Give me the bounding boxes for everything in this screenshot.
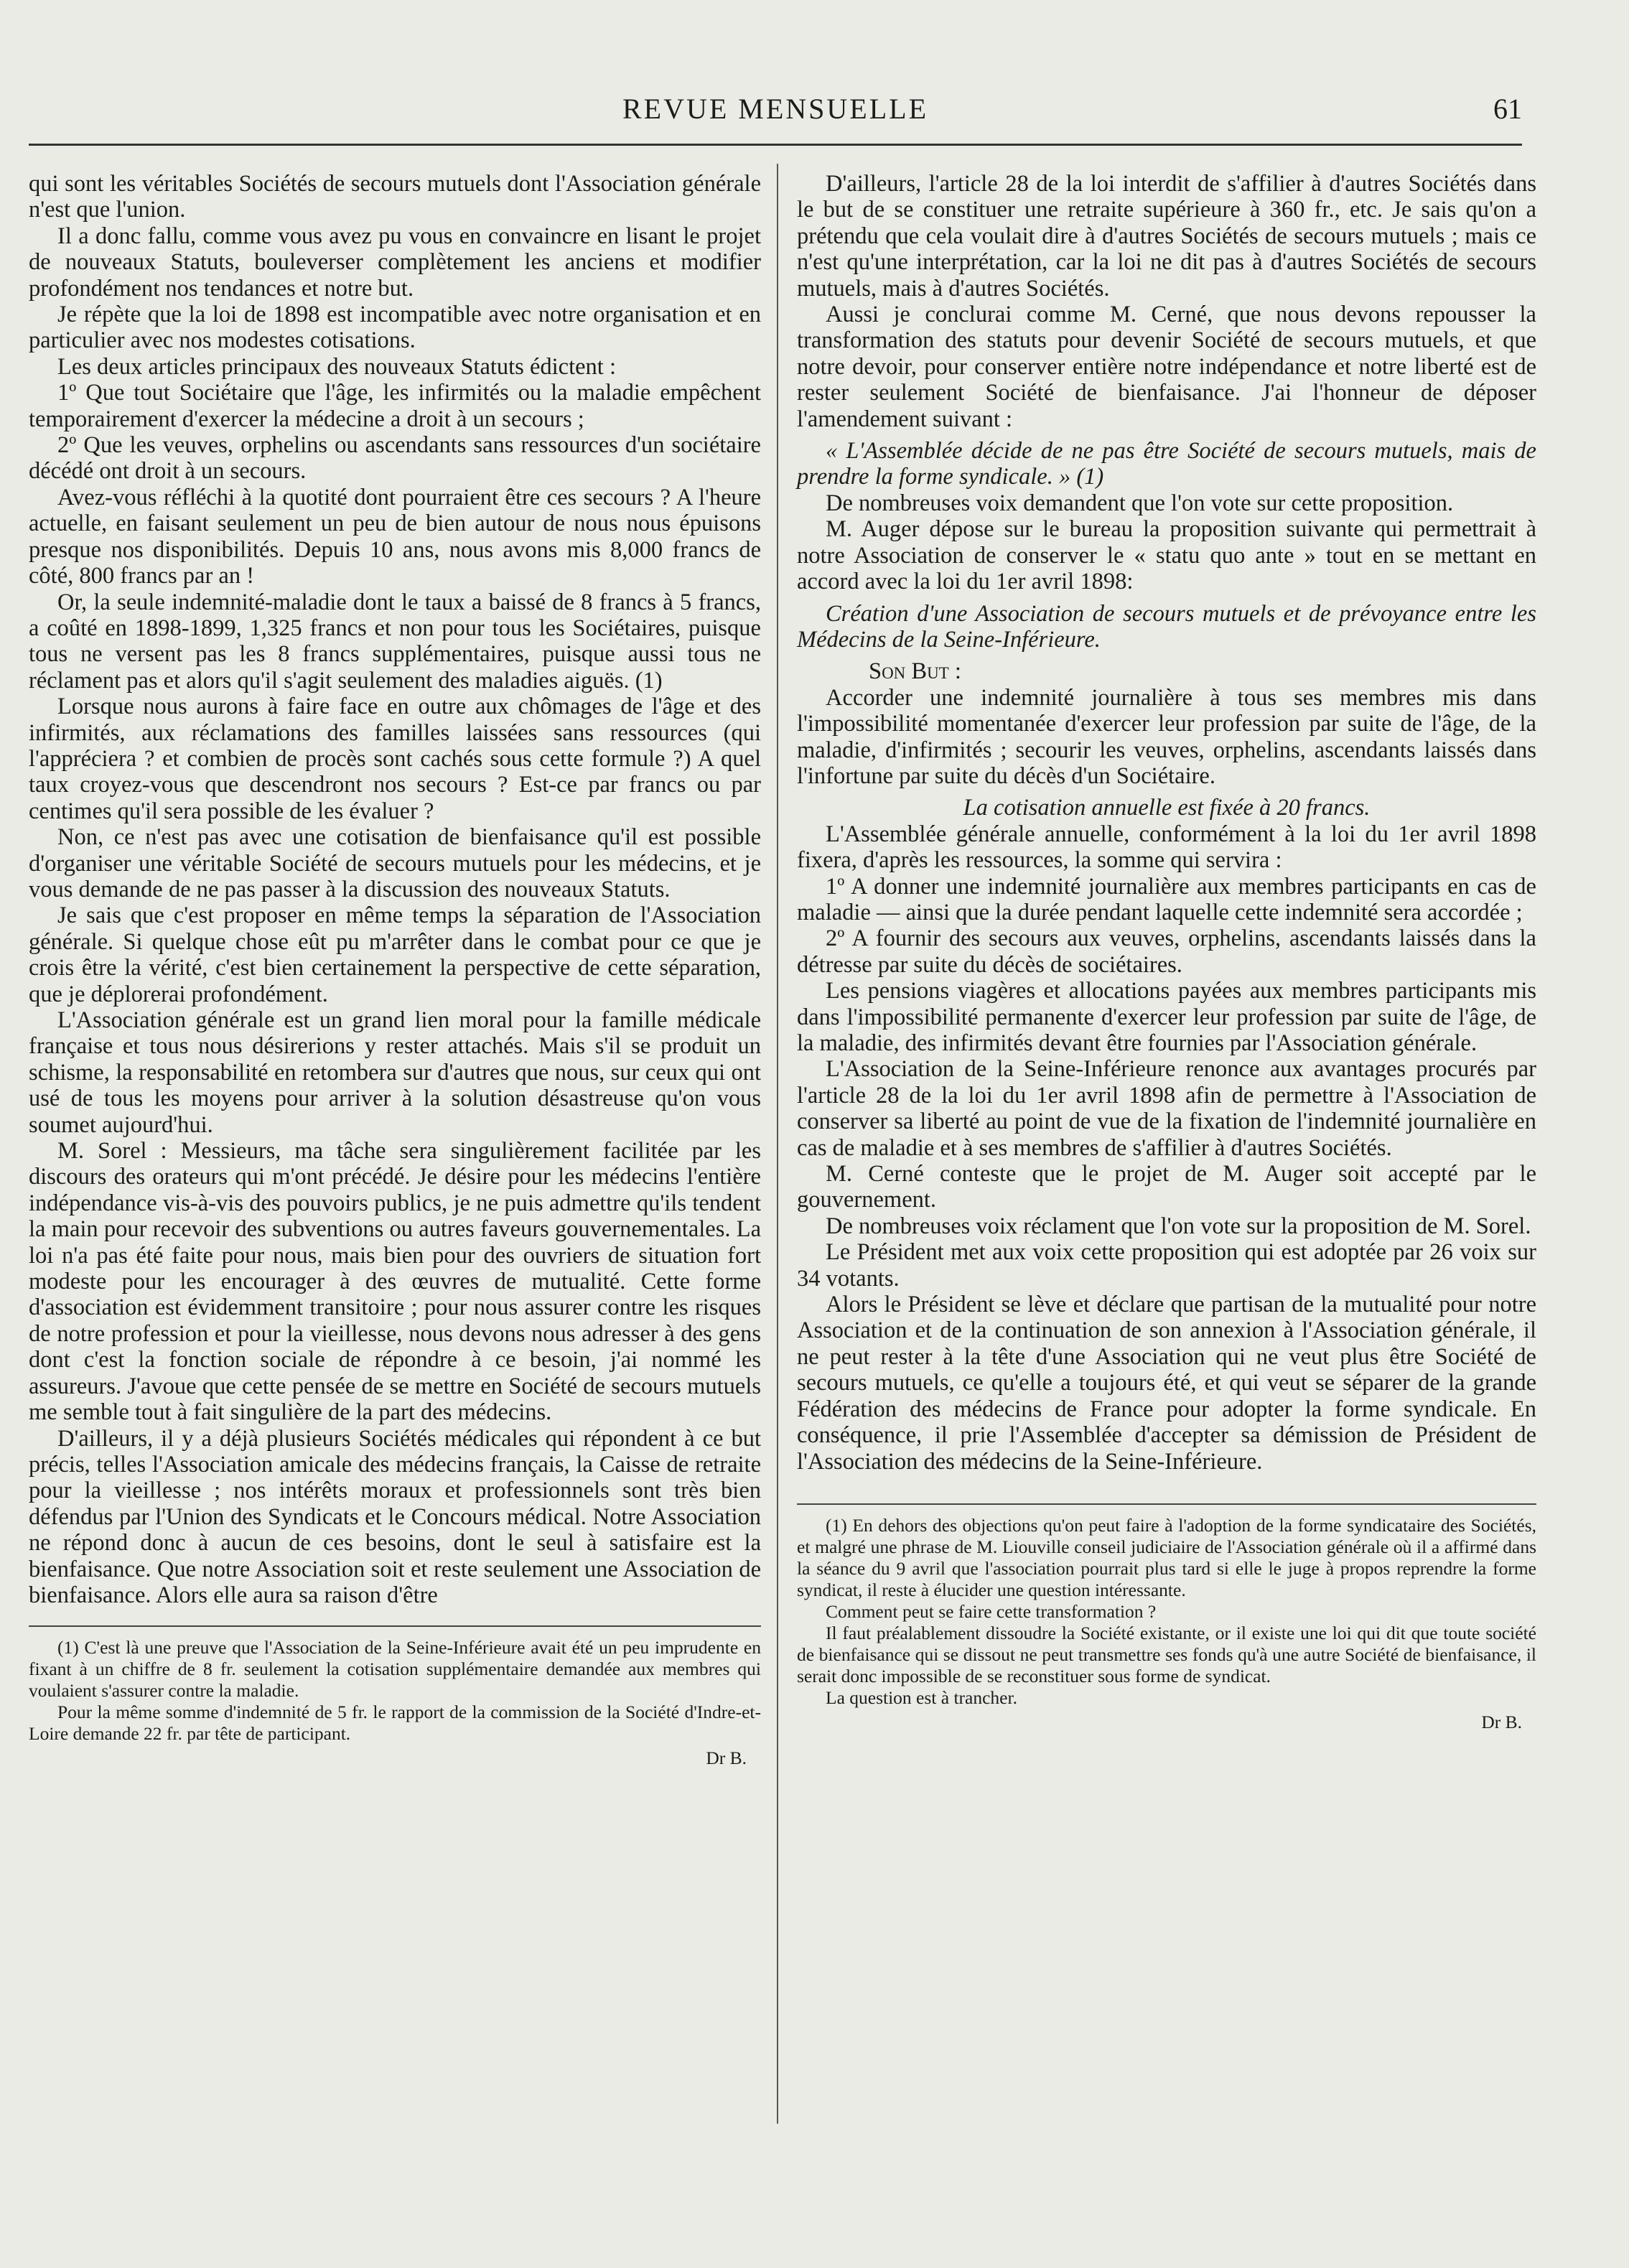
right-footnotes — [797, 1515, 1536, 1709]
paragraph: Les pensions viagères et allocations payées aux membres participants mis dans l'impossibilité permanente d'exercer leur profession par suite de l'âge, de la maladie, des infirmités devant être fournies par l'Association générale. — [797, 978, 1536, 1056]
paragraph: M. Sorel : Messieurs, ma tâche sera singulièrement facilitée par les discours des orateurs qui m'ont précédé. Je désire pour les médecins l'entière indépendance vis-à-vis des pouvoirs publics, je ne puis admettre qu'ils tendent la main pour recevoir des subventions ou autres faveurs gouvernementales. La loi n'a pas été faite pour nous, mais bien pour des ouvriers de situation fort modeste pour les encourager à des œuvres de mutualité. Cette forme d'association est évidemment transitoire ; pour nous assurer contre les risques de notre profession et pour la vieillesse, nous devons nous adresser à des gens dont c'est la fonction sociale de répondre à ce besoin, j'ai nommé les assureurs. J'avoue que cette pensée de se mettre en Société de secours mutuels me semble tout à fait singulière de la part des médecins. — [29, 1138, 761, 1426]
paragraph: De nombreuses voix réclament que l'on vote sur la proposition de M. Sorel. — [826, 1213, 1531, 1239]
paragraph: Lorsque nous aurons à faire face en outre aux chômages de l'âge et des infirmités, aux réclamations des familles laissées sans ressources (qui l'appréciera ? et combien de procès sont cachés sous cette formule ?) A quel taux croyez-vous que descendront nos secours ? Est-ce par francs ou par centimes qu'il sera possible de les évaluer ? — [29, 694, 761, 824]
paragraph: 2º Que les veuves, orphelins ou ascendants sans ressources d'un sociétaire décédé ont droit à un secours. — [29, 432, 761, 485]
right-body — [797, 171, 1536, 1475]
paragraph: Aussi je conclurai comme M. Cerné, que nous devons repousser la transformation des statuts pour devenir Société de secours mutuels, et que notre devoir, pour conserver entière notre indépendance et notre liberté est de rester seulement Société de bienfaisance. J'ai l'honneur de déposer l'amendement suivant : — [797, 302, 1536, 432]
paragraph: L'Association générale est un grand lien moral pour la famille médicale française et tous nous désirerions y rester attachés. Mais s'il se produit un schisme, la responsabilité en retombera sur d'autres que nous, sur ceux qui ont usé de tous les moyens pour arriver à la solution désastreuse qu'on vous soumet aujourd'hui. — [29, 1007, 761, 1138]
footnote-rule — [797, 1503, 1536, 1505]
cotisation-line: La cotisation annuelle est fixée à 20 francs. — [963, 795, 1371, 821]
running-head: REVUE MENSUELLE — [622, 93, 929, 125]
paragraph: Il a donc fallu, comme vous avez pu vous en convaincre en lisant le projet de nouveaux Statuts, bouleverser complètement les anciens et modifier profondément nos tendances et notre but. — [29, 223, 761, 302]
paragraph: 2º A fournir des secours aux veuves, orphelins, ascendants laissés dans la détresse par suite du décès de sociétaires. — [797, 925, 1536, 978]
left-column — [29, 171, 761, 1769]
proposal-title: Création d'une Association de secours mutuels et de prévoyance entre les Médecins de la Seine-Inférieure. — [797, 600, 1536, 653]
paragraph: Alors le Président se lève et déclare que partisan de la mutualité pour notre Association et de la continuation de son annexion à l'Association générale, il ne peut rester à la tête d'une Association qui ne veut plus être Société de secours mutuels, ce qu'elle a toujours été, et qui veut se séparer de la grande Fédération des médecins de France pour adopter la forme syndicale. En conséquence, il prie l'Assemblée d'accepter sa démission de Président de l'Association des médecins de la Seine-Inférieure. — [797, 1292, 1536, 1475]
footnote: (1) C'est là une preuve que l'Association de la Seine-Inférieure avait été un peu imprudente en fixant à un chiffre de 8 fr. seulement la cotisation supplémentaire demandée aux membres qui voulaient s'assurer contre la maladie. — [29, 1637, 761, 1702]
column-rule — [777, 164, 778, 2124]
header-rule — [29, 144, 1522, 146]
paragraph: M. Cerné conteste que le projet de M. Auger soit accepté par le gouvernement. — [797, 1161, 1536, 1213]
left-body — [29, 171, 761, 1608]
signature: Dr B. — [1481, 1711, 1522, 1732]
footnote: (1) En dehors des objections qu'on peut faire à l'adoption de la forme syndicataire des Sociétés, et malgré une phrase de M. Liouville conseil judiciaire de l'Association générale où il a affirmé dans la séance du 9 avril que l'association pourrait plus tard si elle le juge à propos reprendre la forme syndicat, il reste à élucider une question intéressante. — [797, 1514, 1536, 1600]
page-number: 61 — [1493, 93, 1522, 125]
footnote: Il faut préalablement dissoudre la Société existante, or il existe une loi qui dit que toute société de bienfaisance qui se dissout ne peut transmettre ses fonds qu'à une autre Société de bienfaisance, il serait donc impossible de se reconstituer sous forme de syndicat. — [797, 1622, 1536, 1686]
paragraph: De nombreuses voix demandent que l'on vote sur cette proposition. — [826, 490, 1454, 516]
footnote: La question est à trancher. — [826, 1686, 1017, 1708]
paragraph: L'Association de la Seine-Inférieure renonce aux avantages procurés par l'article 28 de la loi du 1er avril 1898 afin de permettre à l'Association de conserver sa liberté au point de vue de la fixation de l'indemnité journalière en cas de maladie et à ses membres de s'affilier à d'autres Sociétés. — [797, 1056, 1536, 1161]
paragraph: 1º A donner une indemnité journalière aux membres participants en cas de maladie — ainsi que la durée pendant laquelle cette indemnité sera accordée ; — [797, 873, 1536, 925]
paragraph: Avez-vous réfléchi à la quotité dont pourraient être ces secours ? A l'heure actuelle, en faisant seulement un peu de bien autour de nous nous épuisons presque nos disponibilités. Depuis 10 ans, nous avons mis 8,000 francs de côté, 800 francs par an ! — [29, 484, 761, 589]
paragraph: Je sais que c'est proposer en même temps la séparation de l'Association générale. Si quelque chose eût pu m'arrêter dans le combat pour ce que je crois être la vérité, c'est bien certainement la perspective de cette séparation, que je déplorerai profondément. — [29, 902, 761, 1007]
paragraph: D'ailleurs, il y a déjà plusieurs Sociétés médicales qui répondent à ce but précis, telles l'Association amicale des médecins français, la Caisse de retraite pour la vieillesse ; nos intérêts moraux et professionnels sont très bien défendus par l'Union des Syndicats et le Concours médical. Notre Association ne répond donc à aucun de ces besoins, dont le seul à satisfaire est la bienfaisance. Que notre Association soit et reste seulement une Association de bienfaisance. Alors elle aura sa raison d'être — [29, 1425, 761, 1608]
paragraph: Le Président met aux voix cette proposition qui est adoptée par 26 voix sur 34 votants. — [797, 1239, 1536, 1292]
paragraph: 1º Que tout Sociétaire que l'âge, les infirmités ou la maladie empêchent temporairement d'exercer la médecine a droit à un secours ; — [29, 380, 761, 432]
footnote-rule — [29, 1625, 761, 1627]
paragraph: D'ailleurs, l'article 28 de la loi interdit de s'affilier à d'autres Sociétés dans le but de se constituer une retraite supérieure à 360 fr., etc. Je sais qu'on a prétendu que cela voulait dire à d'autres Sociétés de secours mutuels ; mais ce n'est qu'une interprétation, car la loi ne dit pas à d'autres Sociétés de secours mutuels, mais à d'autres Sociétés. — [797, 171, 1536, 302]
paragraph: Non, ce n'est pas avec une cotisation de bienfaisance qu'il est possible d'organiser une véritable Société de secours mutuels pour les médecins, et je vous demande de ne pas passer à la discussion des nouveaux Statuts. — [29, 824, 761, 902]
paragraph: Je répète que la loi de 1898 est incompatible avec notre organisation et en particulier avec nos modestes cotisations. — [29, 302, 761, 354]
paragraph: Les deux articles principaux des nouveaux Statuts édictent : — [57, 353, 616, 380]
page-header — [29, 92, 1522, 135]
left-footnotes — [29, 1637, 761, 1745]
paragraph: M. Auger dépose sur le bureau la proposition suivante qui permettrait à notre Association de conserver le « statu quo ante » tout en se mettant en accord avec la loi du 1er avril 1898: — [797, 516, 1536, 595]
right-column — [797, 171, 1536, 1733]
paragraph: Or, la seule indemnité-maladie dont le taux a baissé de 8 francs à 5 francs, a coûté en 1898-1899, 1,325 francs et non pour tous les Sociétaires, puisque tous ne versent pas les 8 francs supplémentaires, puisque aussi tous ne réclament pas et alors qu'il s'agit seulement des maladies aiguës. (1) — [29, 589, 761, 694]
signature: Dr B. — [706, 1747, 747, 1769]
footnote: Comment peut se faire cette transformation ? — [826, 1600, 1157, 1622]
paragraph: qui sont les véritables Sociétés de secours mutuels dont l'Association générale n'est que l'union. — [29, 171, 761, 223]
section-heading: Son But : — [869, 658, 961, 685]
paragraph: Accorder une indemnité journalière à tous ses membres mis dans l'impossibilité momentanée d'exercer leur profession par suite de l'âge, de la maladie, d'infirmités ; secourir les veuves, orphelins, ascendants laissés dans l'infortune par suite du décès d'un Sociétaire. — [797, 684, 1536, 789]
paragraph: L'Assemblée générale annuelle, conformément à la loi du 1er avril 1898 fixera, d'après les ressources, la somme qui servira : — [797, 821, 1536, 874]
amendment-quote: « L'Assemblée décide de ne pas être Société de secours mutuels, mais de prendre la forme syndicale. » (1) — [797, 438, 1536, 490]
footnote: Pour la même somme d'indemnité de 5 fr. le rapport de la commission de la Société d'Indre-et-Loire demande 22 fr. par tête de participant. — [29, 1702, 761, 1745]
